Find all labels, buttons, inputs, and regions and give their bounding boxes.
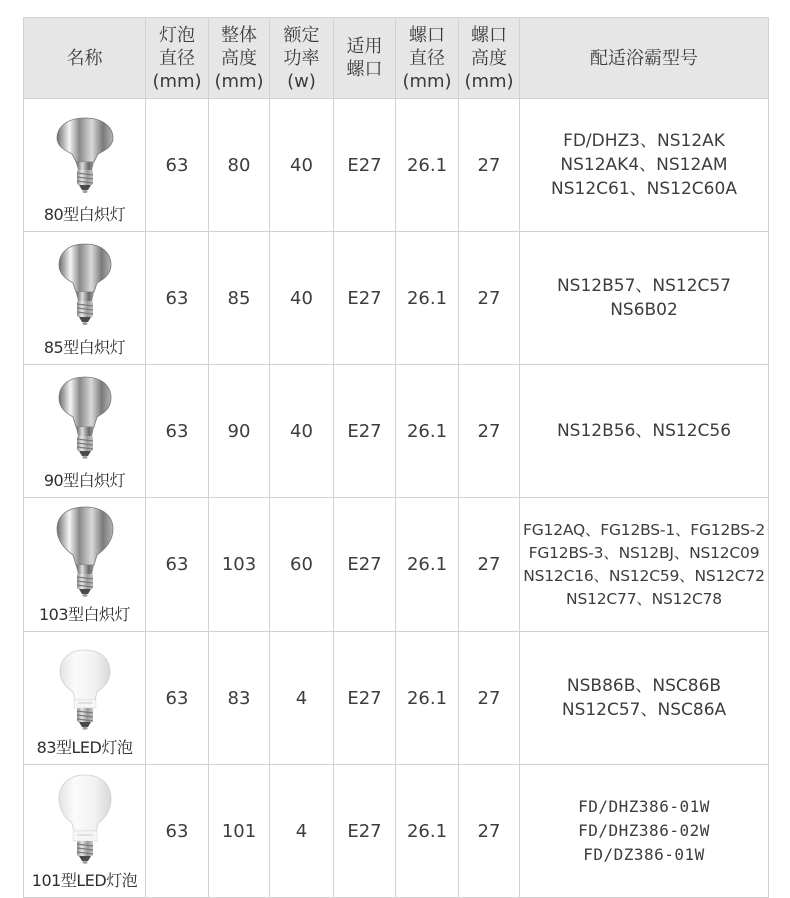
model-line: FD/DHZ386-02W <box>578 821 710 840</box>
table-row <box>24 632 769 765</box>
base-diameter-value: 26.1 <box>396 99 459 232</box>
rated-power-value: 40 <box>270 232 334 365</box>
table-row <box>24 232 769 365</box>
spec-table <box>23 17 769 898</box>
base-value: E27 <box>334 498 396 632</box>
header-rated-power: 额定 功率 (w) <box>270 18 334 99</box>
bulb-name: 85型白炽灯 <box>43 338 126 357</box>
name-cell <box>24 232 146 365</box>
incandescent-bulb-icon <box>56 375 114 459</box>
name-cell <box>24 632 146 765</box>
model-line: NSB86B、NSC86B <box>566 676 722 696</box>
led-bulb-icon <box>56 773 114 865</box>
compatible-models <box>520 498 769 632</box>
name-cell <box>24 765 146 898</box>
header-base: 适用 螺口 <box>334 18 396 99</box>
name-cell <box>24 498 146 632</box>
header-bulb-diameter: 灯泡 直径 (mm) <box>146 18 209 99</box>
table-row <box>24 99 769 232</box>
header-overall-height: 整体 高度 (mm) <box>209 18 270 99</box>
overall-height-value: 90 <box>209 365 270 498</box>
base-height-value: 27 <box>459 99 520 232</box>
rated-power-value: 60 <box>270 498 334 632</box>
led-bulb-icon <box>57 648 113 730</box>
base-diameter-value: 26.1 <box>396 365 459 498</box>
base-value: E27 <box>334 99 396 232</box>
header-row <box>24 18 769 99</box>
bulb-name: 101型LED灯泡 <box>31 871 138 890</box>
base-value: E27 <box>334 632 396 765</box>
base-diameter-value: 26.1 <box>396 765 459 898</box>
overall-height-value: 85 <box>209 232 270 365</box>
compatible-models <box>520 232 769 365</box>
bulb-name: 90型白炽灯 <box>43 471 126 490</box>
compatible-models <box>520 765 769 898</box>
model-line: FG12BS-3、NS12BJ、NS12C09 <box>528 543 760 562</box>
table-row <box>24 365 769 498</box>
base-height-value: 27 <box>459 765 520 898</box>
bulb-diameter-value: 63 <box>146 632 209 765</box>
model-line: NS12C77、NS12C78 <box>566 589 722 608</box>
rated-power-value: 40 <box>270 99 334 232</box>
compatible-models <box>520 632 769 765</box>
header-base-height: 螺口 高度 (mm) <box>459 18 520 99</box>
header-base-diameter: 螺口 直径 (mm) <box>396 18 459 99</box>
model-line: NS12C57、NSC86A <box>561 700 727 720</box>
overall-height-value: 80 <box>209 99 270 232</box>
bulb-name: 103型白炽灯 <box>38 605 131 624</box>
model-line: NS6B02 <box>610 300 678 320</box>
model-line: FG12AQ、FG12BS-1、FG12BS-2 <box>523 520 765 539</box>
overall-height-value: 101 <box>209 765 270 898</box>
base-height-value: 27 <box>459 632 520 765</box>
bulb-name: 80型白炽灯 <box>43 205 126 224</box>
bulb-diameter-value: 63 <box>146 498 209 632</box>
bulb-name: 83型LED灯泡 <box>36 738 133 757</box>
model-line: FD/DZ386-01W <box>583 845 705 864</box>
compatible-models <box>520 365 769 498</box>
table-row <box>24 498 769 632</box>
base-value: E27 <box>334 365 396 498</box>
rated-power-value: 4 <box>270 632 334 765</box>
model-line: NS12AK4、NS12AM <box>560 155 728 175</box>
name-cell <box>24 99 146 232</box>
overall-height-value: 103 <box>209 498 270 632</box>
model-line: FD/DHZ3、NS12AK <box>563 131 725 151</box>
model-line: NS12C16、NS12C59、NS12C72 <box>523 566 765 585</box>
header-models: 配适浴霸型号 <box>520 18 769 99</box>
model-line: NS12B56、NS12C56 <box>556 421 732 441</box>
base-diameter-value: 26.1 <box>396 232 459 365</box>
base-diameter-value: 26.1 <box>396 498 459 632</box>
bulb-diameter-value: 63 <box>146 365 209 498</box>
incandescent-bulb-icon <box>54 505 116 597</box>
base-height-value: 27 <box>459 365 520 498</box>
compatible-models <box>520 99 769 232</box>
base-value: E27 <box>334 232 396 365</box>
table-row <box>24 765 769 898</box>
rated-power-value: 4 <box>270 765 334 898</box>
base-height-value: 27 <box>459 498 520 632</box>
model-line: NS12C61、NS12C60A <box>551 179 737 199</box>
base-value: E27 <box>334 765 396 898</box>
rated-power-value: 40 <box>270 365 334 498</box>
bulb-diameter-value: 63 <box>146 232 209 365</box>
base-diameter-value: 26.1 <box>396 632 459 765</box>
bulb-diameter-value: 63 <box>146 99 209 232</box>
base-height-value: 27 <box>459 232 520 365</box>
overall-height-value: 83 <box>209 632 270 765</box>
header-name: 名称 <box>24 18 146 99</box>
incandescent-bulb-icon <box>56 242 114 326</box>
name-cell <box>24 365 146 498</box>
model-line: NS12B57、NS12C57 <box>556 276 732 296</box>
bulb-diameter-value: 63 <box>146 765 209 898</box>
model-line: FD/DHZ386-01W <box>578 797 710 816</box>
incandescent-bulb-icon <box>54 116 116 194</box>
